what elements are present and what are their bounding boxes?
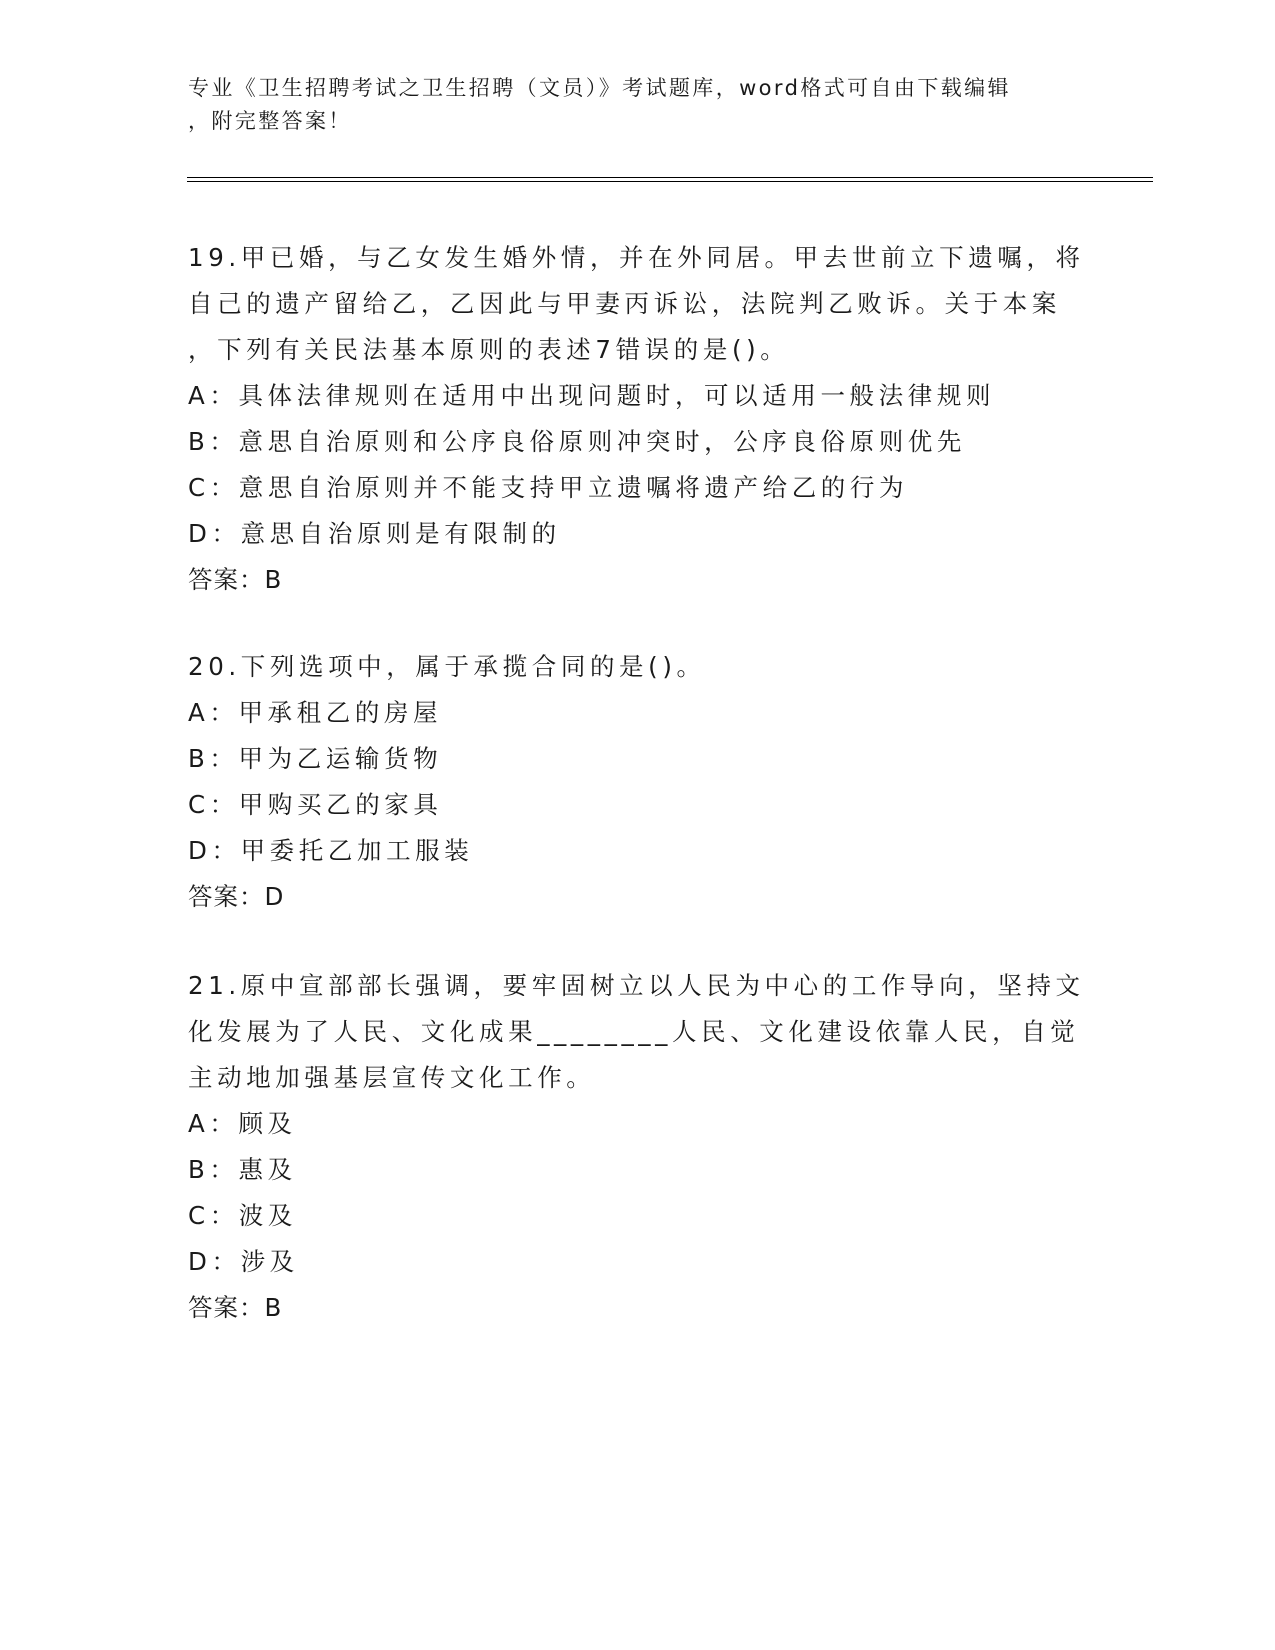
question-stem xyxy=(188,644,1088,690)
page-header xyxy=(188,72,1068,138)
question-21 xyxy=(188,963,1088,1331)
question-19 xyxy=(188,235,1088,603)
stem-line: 自己的遗产留给乙，乙因此与甲妻丙诉讼，法院判乙败诉。关于本案 xyxy=(188,289,1061,318)
option-c: C：波及 xyxy=(188,1201,298,1230)
header-line-1: 专业《卫生招聘考试之卫生招聘（文员）》考试题库，word格式可自由下载编辑 xyxy=(188,76,1011,100)
question-stem xyxy=(188,963,1088,1101)
option-d: D：意思自治原则是有限制的 xyxy=(188,519,561,548)
option-b: B：意思自治原则和公序良俗原则冲突时，公序良俗原则优先 xyxy=(188,427,967,456)
stem-line: 20.下列选项中，属于承揽合同的是()。 xyxy=(188,652,706,681)
option-b: B：甲为乙运输货物 xyxy=(188,744,443,773)
option-c: C：甲购买乙的家具 xyxy=(188,790,443,819)
option-a: A：甲承租乙的房屋 xyxy=(188,698,443,727)
answer: 答案：B xyxy=(188,565,283,594)
stem-line: 化发展为了人民、文化成果________人民、文化建设依靠人民，自觉 xyxy=(188,1017,1080,1046)
stem-line: ，下列有关民法基本原则的表述7错误的是()。 xyxy=(188,335,790,364)
header-divider xyxy=(187,177,1153,182)
option-d: D：涉及 xyxy=(188,1247,299,1276)
stem-line: 主动地加强基层宣传文化工作。 xyxy=(188,1063,596,1092)
header-line-2: ，附完整答案！ xyxy=(188,109,352,133)
stem-line: 19.甲已婚，与乙女发生婚外情，并在外同居。甲去世前立下遗嘱，将 xyxy=(188,243,1085,272)
option-a: A：顾及 xyxy=(188,1109,297,1138)
question-20 xyxy=(188,644,1088,920)
option-b: B：惠及 xyxy=(188,1155,297,1184)
option-c: C：意思自治原则并不能支持甲立遗嘱将遗产给乙的行为 xyxy=(188,473,909,502)
question-stem xyxy=(188,235,1088,373)
stem-line: 21.原中宣部部长强调，要牢固树立以人民为中心的工作导向，坚持文 xyxy=(188,971,1085,1000)
answer: 答案：D xyxy=(188,882,285,911)
answer: 答案：B xyxy=(188,1293,283,1322)
option-d: D：甲委托乙加工服装 xyxy=(188,836,474,865)
option-a: A：具体法律规则在适用中出现问题时，可以适用一般法律规则 xyxy=(188,381,996,410)
